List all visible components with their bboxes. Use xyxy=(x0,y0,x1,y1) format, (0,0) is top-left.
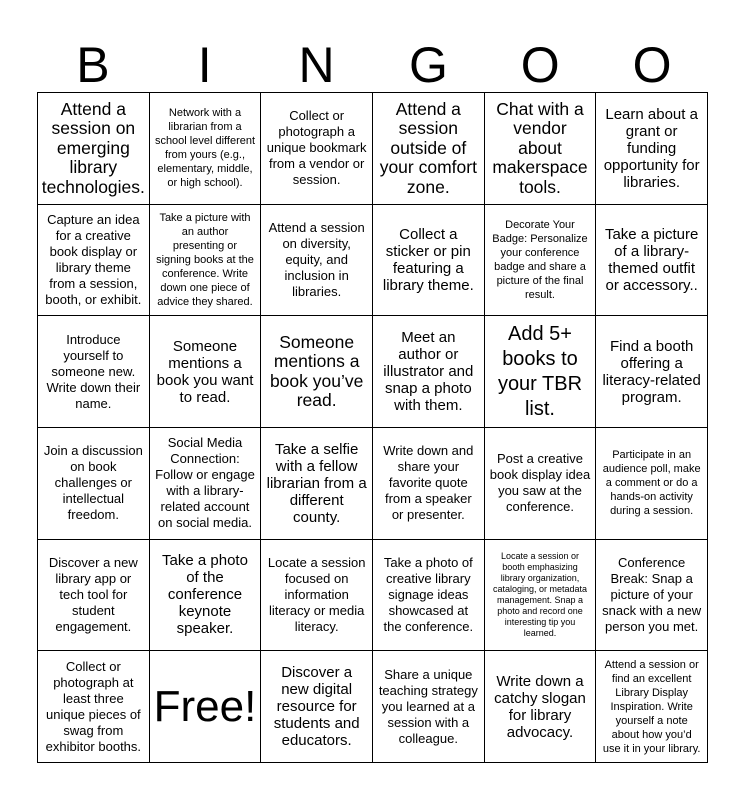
bingo-cell[interactable] xyxy=(596,93,708,205)
cell-text: Take a selfie with a fellow librarian from a different county. xyxy=(266,440,367,526)
bingo-cell[interactable] xyxy=(38,205,150,317)
cell-text: Attend a session outside of your comfort zone. xyxy=(379,98,477,197)
cell-text: Locate a session focused on information literacy or media literacy. xyxy=(267,554,366,634)
cell-text: Share a unique teaching strategy you learned at a session with a colleague. xyxy=(378,666,478,746)
cell-text: Take a photo of creative library signage ideas showcased at the conference. xyxy=(383,554,474,634)
bingo-cell[interactable] xyxy=(38,651,150,763)
bingo-cell[interactable] xyxy=(150,205,262,317)
bingo-cell[interactable] xyxy=(150,428,262,540)
bingo-cell[interactable] xyxy=(261,651,373,763)
cell-text: Take a photo of the conference keynote speaker. xyxy=(162,552,248,638)
header-letter-n: N xyxy=(298,37,335,93)
bingo-cell[interactable] xyxy=(261,93,373,205)
cell-text: Discover a new library app or tech tool for student engagement. xyxy=(48,554,138,634)
header-letter-b: B xyxy=(76,37,110,93)
free-space-label: Free! xyxy=(153,681,257,731)
cell-text: Join a discussion on book challenges or intellectual freedom. xyxy=(43,443,143,523)
bingo-cell[interactable] xyxy=(38,540,150,652)
bingo-cell[interactable] xyxy=(373,93,485,205)
bingo-cell[interactable] xyxy=(261,428,373,540)
bingo-cell[interactable] xyxy=(596,316,708,428)
bingo-cell[interactable] xyxy=(261,540,373,652)
bingo-cell[interactable] xyxy=(261,205,373,317)
bingo-cell[interactable] xyxy=(373,205,485,317)
cell-text: Collect or photograph a unique bookmark from a vendor or session. xyxy=(266,108,367,188)
bingo-cell[interactable] xyxy=(596,428,708,540)
bingo-cell[interactable] xyxy=(150,93,262,205)
cell-text: Introduce yourself to someone new. Write down their name. xyxy=(46,331,141,411)
bingo-cell[interactable] xyxy=(596,205,708,317)
cell-text: Discover a new digital resource for students and educators. xyxy=(273,664,360,750)
header-letter-g: G xyxy=(408,37,448,93)
cell-text: Write down a catchy slogan for library advocacy. xyxy=(494,672,586,741)
cell-text: Learn about a grant or funding opportunity for libraries. xyxy=(603,105,700,191)
header-letter-i: I xyxy=(197,37,212,93)
bingo-cell[interactable] xyxy=(38,316,150,428)
cell-text: Add 5+ books to your TBR list. xyxy=(497,322,583,420)
cell-text: Attend a session on diversity, equity, and inclusion in libraries. xyxy=(268,219,365,299)
cell-text: Take a picture with an author presenting or signing books at the conference. Write down one piece of advice they shared. xyxy=(156,211,254,308)
header-letter-o-2: O xyxy=(632,37,672,93)
bingo-cell[interactable] xyxy=(261,316,373,428)
bingo-cell[interactable] xyxy=(485,93,597,205)
cell-text: Someone mentions a book you want to read. xyxy=(156,337,254,406)
cell-text: Write down and share your favorite quote from a speaker or presenter. xyxy=(383,443,474,523)
cell-text: Decorate Your Badge: Personalize your conference badge and share a picture of the final result. xyxy=(492,218,588,301)
bingo-cell[interactable] xyxy=(373,651,485,763)
free-space-cell[interactable] xyxy=(150,651,262,763)
cell-text: Collect a sticker or pin featuring a library theme. xyxy=(382,225,474,294)
cell-text: Attend a session or find an excellent Library Display Inspiration. Write yourself a note about how you’d use it in your library. xyxy=(602,658,701,755)
cell-text: Meet an author or illustrator and snap a photo with them. xyxy=(383,329,474,415)
bingo-cell[interactable] xyxy=(150,540,262,652)
bingo-cell[interactable] xyxy=(485,540,597,652)
cell-text: Post a creative book display idea you saw at the conference. xyxy=(489,451,591,515)
cell-text: Chat with a vendor about makerspace tools. xyxy=(492,98,588,197)
bingo-cell[interactable] xyxy=(596,651,708,763)
bingo-cell[interactable] xyxy=(485,428,597,540)
bingo-cell[interactable] xyxy=(485,205,597,317)
bingo-cell[interactable] xyxy=(150,316,262,428)
cell-text: Network with a librarian from a school level different from yours (e.g., elementary, middle, or high school). xyxy=(154,107,256,190)
bingo-header xyxy=(37,38,708,92)
bingo-cell[interactable] xyxy=(485,316,597,428)
cell-text: Conference Break: Snap a picture of your snack with a new person you met. xyxy=(602,554,702,634)
cell-text: Collect or photograph at least three unique pieces of swag from exhibitor booths. xyxy=(45,658,142,754)
bingo-cell[interactable] xyxy=(373,428,485,540)
cell-text: Capture an idea for a creative book display or library theme from a session, booth, or exhibit. xyxy=(45,211,142,307)
bingo-cell[interactable] xyxy=(596,540,708,652)
bingo-cell[interactable] xyxy=(38,93,150,205)
bingo-cell[interactable] xyxy=(373,540,485,652)
header-letter-o: O xyxy=(520,37,560,93)
cell-text: Locate a session or booth emphasizing library organization, cataloging, or metadata management. Snap a photo and record one interesting tip you learned. xyxy=(492,550,588,638)
cell-text: Someone mentions a book you’ve read. xyxy=(269,331,364,411)
bingo-cell[interactable] xyxy=(485,651,597,763)
cell-text: Social Media Connection: Follow or engage with a library-related account on social media. xyxy=(155,435,255,531)
cell-text: Participate in an audience poll, make a comment or do a hands-on activity during a session. xyxy=(602,449,701,518)
cell-text: Find a booth offering a literacy-related program. xyxy=(602,337,701,406)
bingo-cell[interactable] xyxy=(373,316,485,428)
cell-text: Take a picture of a library-themed outfit or accessory.. xyxy=(604,225,699,294)
bingo-board xyxy=(37,92,708,763)
bingo-cell[interactable] xyxy=(38,428,150,540)
cell-text: Attend a session on emerging library technologies. xyxy=(41,98,145,197)
